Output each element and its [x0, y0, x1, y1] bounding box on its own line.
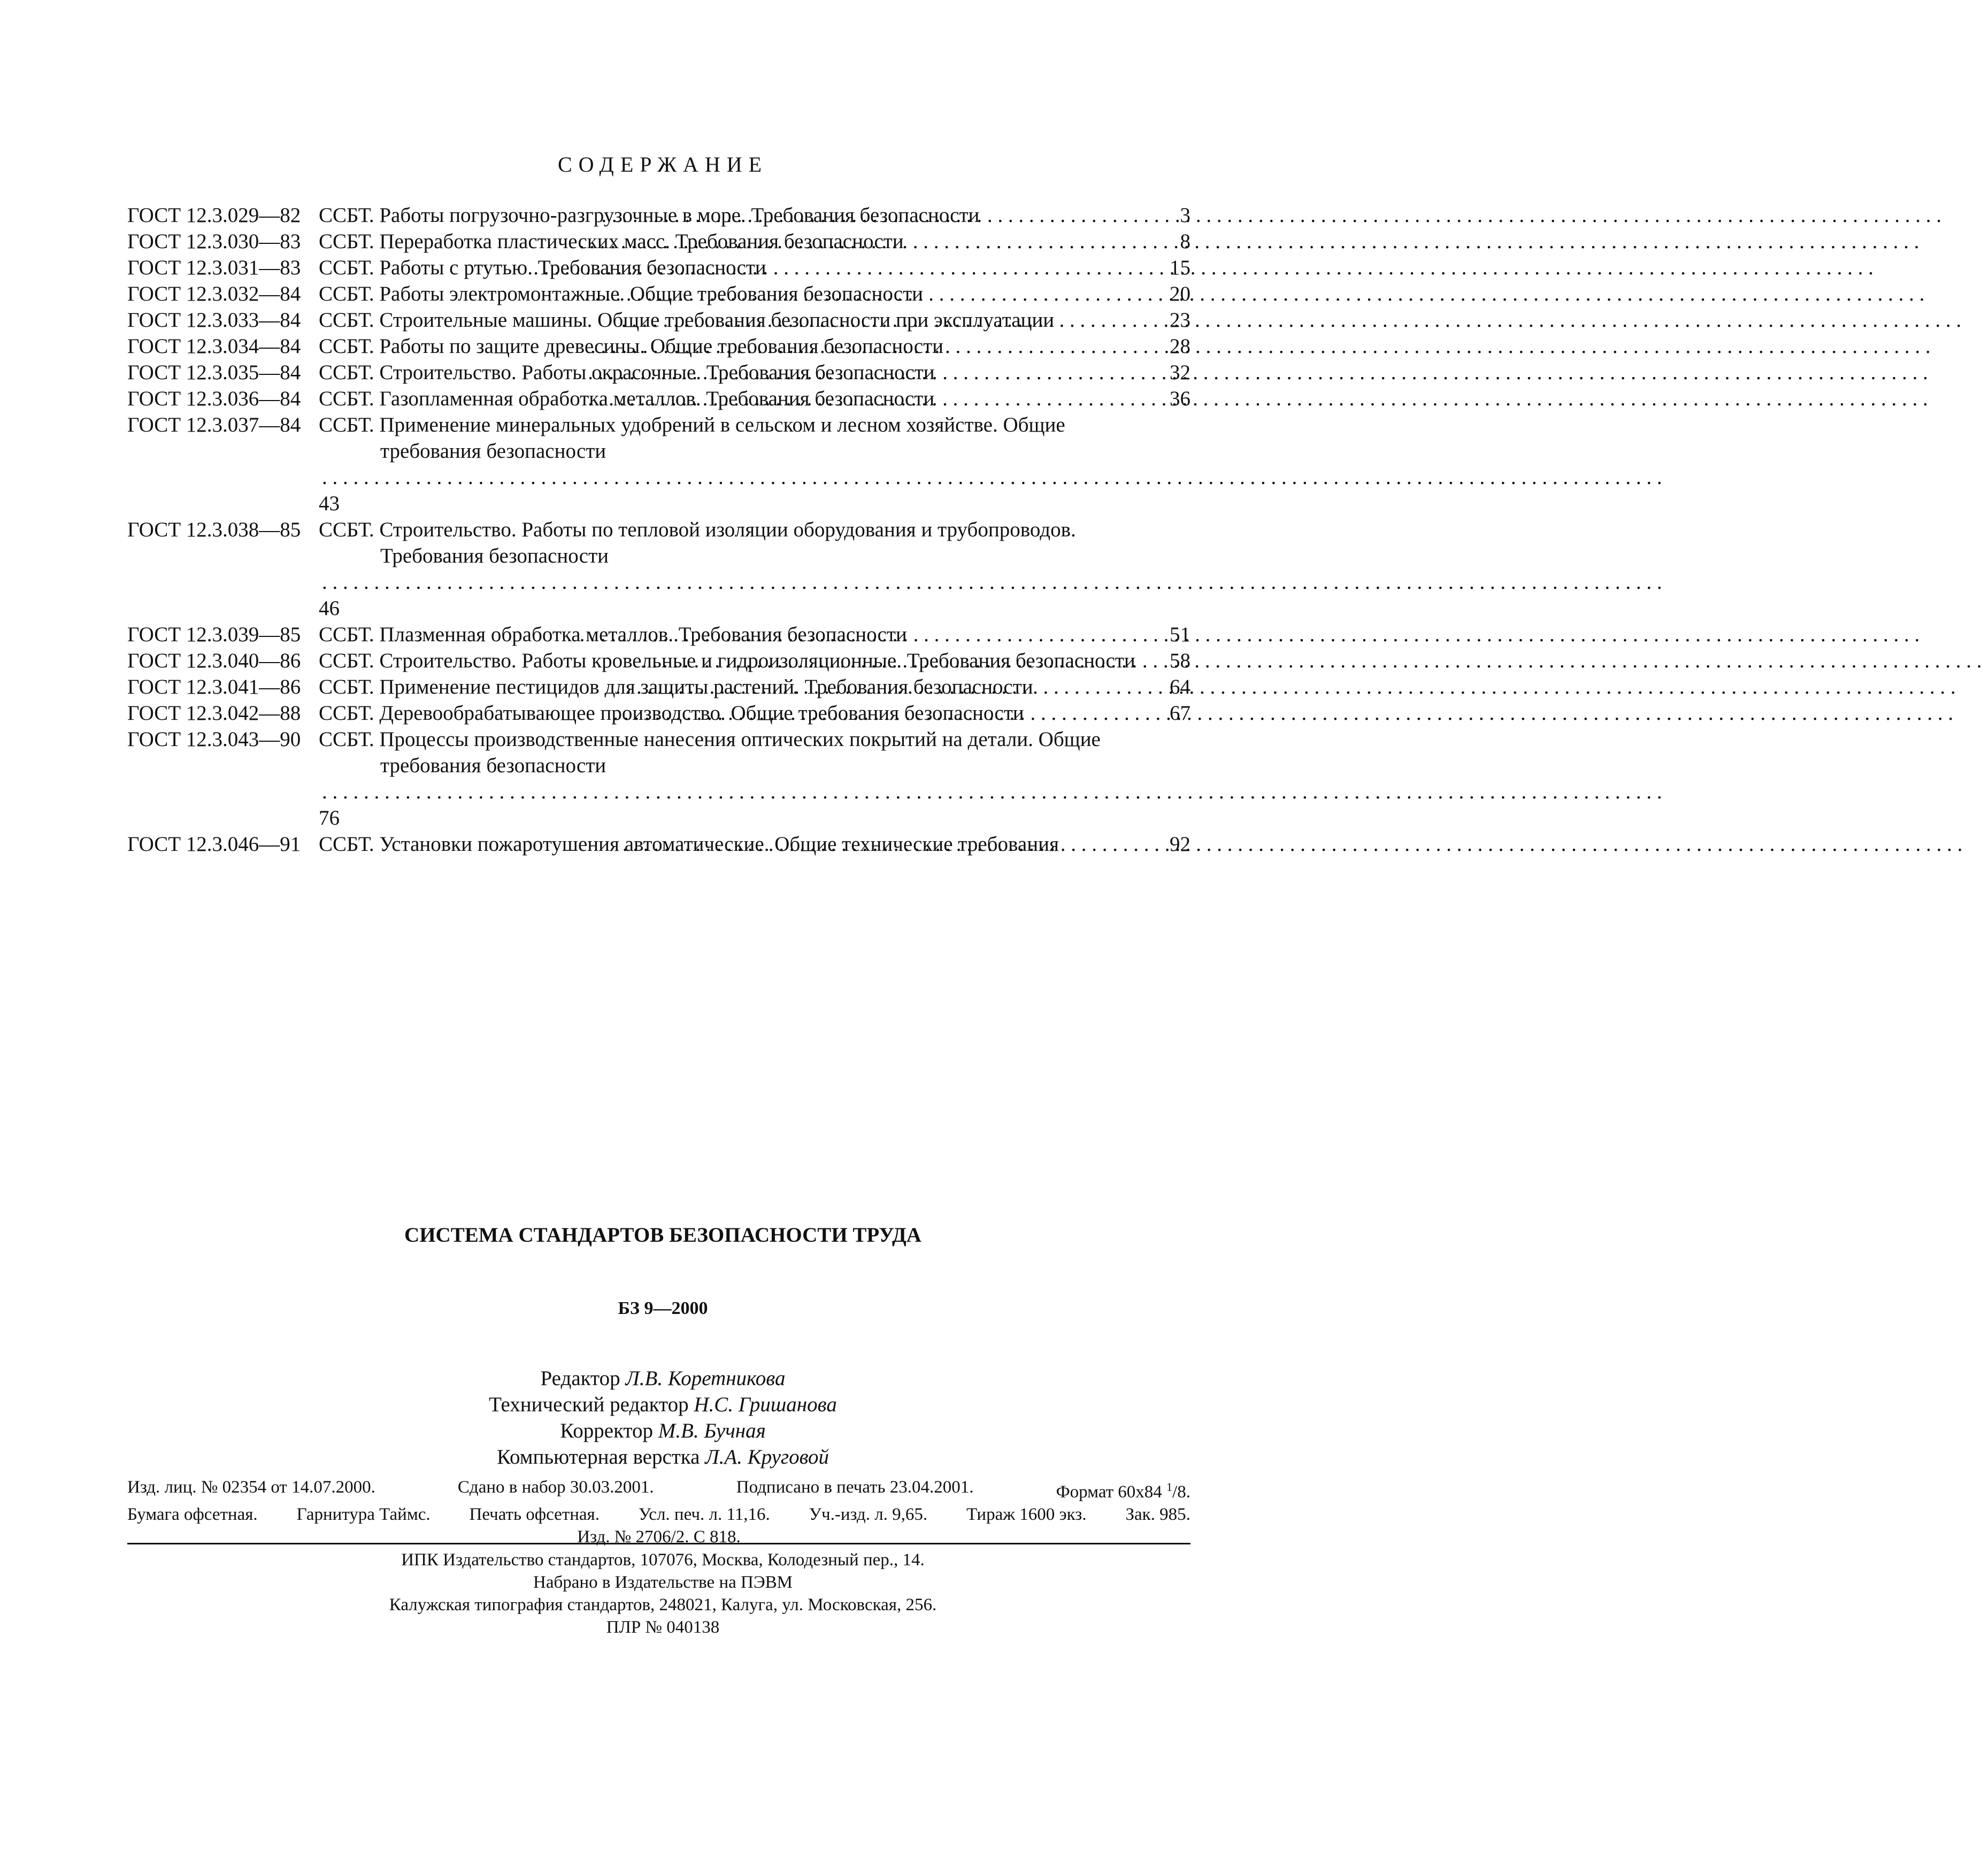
imprint-license: Изд. лиц. № 02354 от 14.07.2000.: [127, 1478, 375, 1497]
toc-entry-title: ССБТ. Применение пестицидов для защиты растений. Требования безопасности: [319, 675, 1033, 698]
toc-entry-title-line-2: требования безопасности: [380, 440, 606, 463]
imprint-format: [1056, 1476, 1190, 1503]
toc-entry-page: 51: [1170, 623, 1190, 646]
toc-entry-code: ГОСТ 12.3.036—84: [127, 387, 301, 410]
toc-entry-title-line-2: требования безопасности: [380, 754, 606, 777]
toc-entry: [127, 228, 1190, 255]
credit-role: Редактор: [540, 1367, 620, 1390]
imprint-run: Тираж 1600 экз.: [966, 1505, 1087, 1524]
toc-entry-page: 28: [1170, 335, 1190, 358]
toc-entry: [127, 412, 1190, 517]
toc-leader-dots: [579, 228, 1168, 255]
toc-entry-page: 67: [1170, 702, 1190, 725]
table-of-contents: [127, 202, 1190, 857]
credit-person: М.В. Бучная: [658, 1419, 766, 1442]
imprint-typeface: Гарнитура Таймс.: [296, 1505, 431, 1524]
toc-leader-dots: [322, 569, 1187, 595]
credit-role: Компьютерная верстка: [496, 1446, 700, 1468]
publisher-info: [0, 1549, 1326, 1639]
toc-leader-dots: [533, 255, 1166, 281]
toc-entry-code: ГОСТ 12.3.034—84: [127, 335, 301, 358]
imprint-pub-sheets: Уч.-изд. л. 9,65.: [809, 1505, 928, 1524]
toc-entry: [127, 307, 1190, 333]
credit-role: Корректор: [560, 1419, 654, 1442]
imprint-format-sup: 1: [1166, 1480, 1173, 1494]
imprint-row-2: [127, 1503, 1190, 1526]
toc-entry: [127, 700, 1190, 726]
toc-entry-code: ГОСТ 12.3.041—86: [127, 675, 301, 698]
toc-entry-code: ГОСТ 12.3.029—82: [127, 204, 301, 227]
toc-entry-code: ГОСТ 12.3.033—84: [127, 309, 301, 332]
toc-entry: [127, 648, 1190, 674]
toc-entry: [127, 333, 1190, 359]
toc-leader-dots: [621, 307, 1167, 333]
separator-rule: [127, 1543, 1190, 1544]
toc-entry-title: ССБТ. Газопламенная обработка металлов. Требования безопасности: [319, 387, 935, 410]
toc-entry-page: 46: [319, 597, 340, 620]
collection-code: БЗ 9—2000: [618, 1298, 708, 1318]
toc-leader-dots: [322, 779, 1187, 805]
toc-entry-code: ГОСТ 12.3.043—90: [127, 728, 301, 751]
toc-entry-code: ГОСТ 12.3.042—88: [127, 702, 301, 725]
toc-leader-dots: [623, 831, 1166, 857]
toc-entry-page: 64: [1170, 675, 1190, 698]
toc-entry-page: 76: [319, 806, 340, 829]
imprint-row-1: [127, 1476, 1190, 1503]
toc-entry-title: ССБТ. Плазменная обработка металлов. Требования безопасности: [319, 623, 907, 646]
publisher-line: Набрано в Издательстве на ПЭВМ: [533, 1573, 793, 1592]
toc-entry-title: ССБТ. Работы погрузочно-разгрузочные в море. Требования безопасности: [319, 204, 980, 227]
series-title: СИСТЕМА СТАНДАРТОВ БЕЗОПАСНОСТИ ТРУДА: [404, 1224, 921, 1247]
publisher-line: ИПК Издательство стандартов, 107076, Москва, Колодезный пер., 14.: [401, 1550, 925, 1570]
toc-entry-title: ССБТ. Деревообрабатывающее производство. Общие требования безопасности: [319, 702, 1024, 725]
credit-person: Л.А. Круговой: [705, 1446, 829, 1468]
toc-entry-title: ССБТ. Работы по защите древесины. Общие требования безопасности: [319, 335, 944, 358]
toc-entry: [127, 202, 1190, 228]
toc-entry-code: ГОСТ 12.3.032—84: [127, 282, 301, 305]
toc-entry-page: 36: [1170, 387, 1190, 410]
toc-entry-code: ГОСТ 12.3.039—85: [127, 623, 301, 646]
imprint-typeset: Сдано в набор 30.03.2001.: [457, 1478, 654, 1497]
toc-entry-title: ССБТ. Переработка пластических масс. Требования безопасности: [319, 230, 904, 253]
toc-entry: [127, 386, 1190, 412]
toc-entry-page: 43: [319, 492, 340, 515]
toc-entry: [127, 621, 1190, 648]
credit-line: [0, 1365, 1326, 1391]
imprint-order: Зак. 985.: [1125, 1505, 1190, 1524]
imprint-pub-no: Изд. № 2706/2.: [577, 1527, 689, 1547]
toc-entry-page: 23: [1170, 309, 1190, 332]
publisher-line: ПЛР № 040138: [606, 1618, 720, 1637]
toc-entry-title: ССБТ. Строительные машины. Общие требования безопасности при эксплуатации: [319, 309, 1055, 332]
toc-entry: [127, 255, 1190, 281]
toc-leader-dots: [585, 281, 1166, 307]
toc-entry-title-line-2: Требования безопасности: [380, 544, 609, 567]
toc-entry-title-line-1: ССБТ. Применение минеральных удобрений в сельском и лесном хозяйстве. Общие: [319, 413, 1065, 436]
toc-entry: [127, 359, 1190, 386]
toc-leader-dots: [613, 700, 1166, 726]
toc-entry-title: ССБТ. Строительство. Работы окрасочные. Требования безопасности: [319, 361, 935, 384]
imprint-sheets: Усл. печ. л. 11,16.: [638, 1505, 770, 1524]
toc-entry-page: 32: [1170, 361, 1190, 384]
toc-entry-title-line-1: ССБТ. Строительство. Работы по тепловой изоляции оборудования и трубопроводов.: [319, 518, 1076, 541]
imprint-printing: Печать офсетная.: [469, 1505, 600, 1524]
toc-leader-dots: [642, 648, 1166, 674]
imprint-format-suffix: /8.: [1172, 1482, 1190, 1502]
toc-leader-dots: [616, 674, 1166, 700]
toc-entry: [127, 281, 1190, 307]
toc-entry-code: ГОСТ 12.3.046—91: [127, 833, 301, 856]
toc-entry-title: ССБТ. Работы электромонтажные. Общие требования безопасности: [319, 282, 924, 305]
toc-entry-code: ГОСТ 12.3.031—83: [127, 256, 301, 279]
credit-line: [0, 1444, 1326, 1470]
imprint: [127, 1476, 1190, 1548]
toc-entry-title: ССБТ. Строительство. Работы кровельные и гидроизоляционные. Требования безопасности: [319, 649, 1135, 672]
toc-entry-code: ГОСТ 12.3.038—85: [127, 518, 301, 541]
toc-leader-dots: [580, 621, 1166, 648]
imprint-code: С 818.: [693, 1527, 741, 1547]
toc-entry-page: 3: [1180, 204, 1190, 227]
toc-entry-code: ГОСТ 12.3.035—84: [127, 361, 301, 384]
toc-entry-code: ГОСТ 12.3.037—84: [127, 413, 301, 436]
toc-heading: СОДЕРЖАНИЕ: [557, 152, 769, 176]
toc-entry: [127, 674, 1190, 700]
toc-entry-code: ГОСТ 12.3.040—86: [127, 649, 301, 672]
toc-entry: [127, 517, 1190, 621]
credit-line: [0, 1391, 1326, 1418]
toc-entry: [127, 831, 1190, 857]
imprint-row-3: [127, 1526, 1190, 1548]
toc-entry-page: 58: [1170, 649, 1190, 672]
imprint-signed: Подписано в печать 23.04.2001.: [736, 1478, 974, 1497]
toc-leader-dots: [588, 359, 1166, 386]
toc-leader-dots: [601, 202, 1168, 228]
toc-leader-dots: [322, 464, 1187, 490]
credit-role: Технический редактор: [489, 1393, 689, 1416]
imprint-paper: Бумага офсетная.: [127, 1505, 258, 1524]
toc-entry-title-line-1: ССБТ. Процессы производственные нанесения оптических покрытий на детали. Общие: [319, 728, 1101, 751]
imprint-format-prefix: Формат 60х84: [1056, 1482, 1162, 1502]
publisher-line: Калужская типография стандартов, 248021, Калуга, ул. Московская, 256.: [389, 1595, 937, 1614]
toc-entry-title: ССБТ. Работы с ртутью. Требования безопасности: [319, 256, 766, 279]
credit-person: Л.В. Коретникова: [625, 1367, 786, 1390]
credit-person: Н.С. Гришанова: [694, 1393, 837, 1416]
toc-entry-page: 8: [1180, 230, 1190, 253]
toc-leader-dots: [590, 333, 1166, 359]
toc-entry-title: ССБТ. Установки пожаротушения автоматические. Общие технические требования: [319, 833, 1059, 856]
toc-entry: [127, 726, 1190, 831]
credits: [0, 1365, 1326, 1470]
toc-entry-page: 92: [1170, 833, 1190, 856]
credit-line: [0, 1418, 1326, 1444]
toc-entry-code: ГОСТ 12.3.030—83: [127, 230, 301, 253]
toc-leader-dots: [588, 386, 1166, 412]
toc-entry-page: 20: [1170, 282, 1190, 305]
toc-entry-page: 15: [1170, 256, 1190, 279]
